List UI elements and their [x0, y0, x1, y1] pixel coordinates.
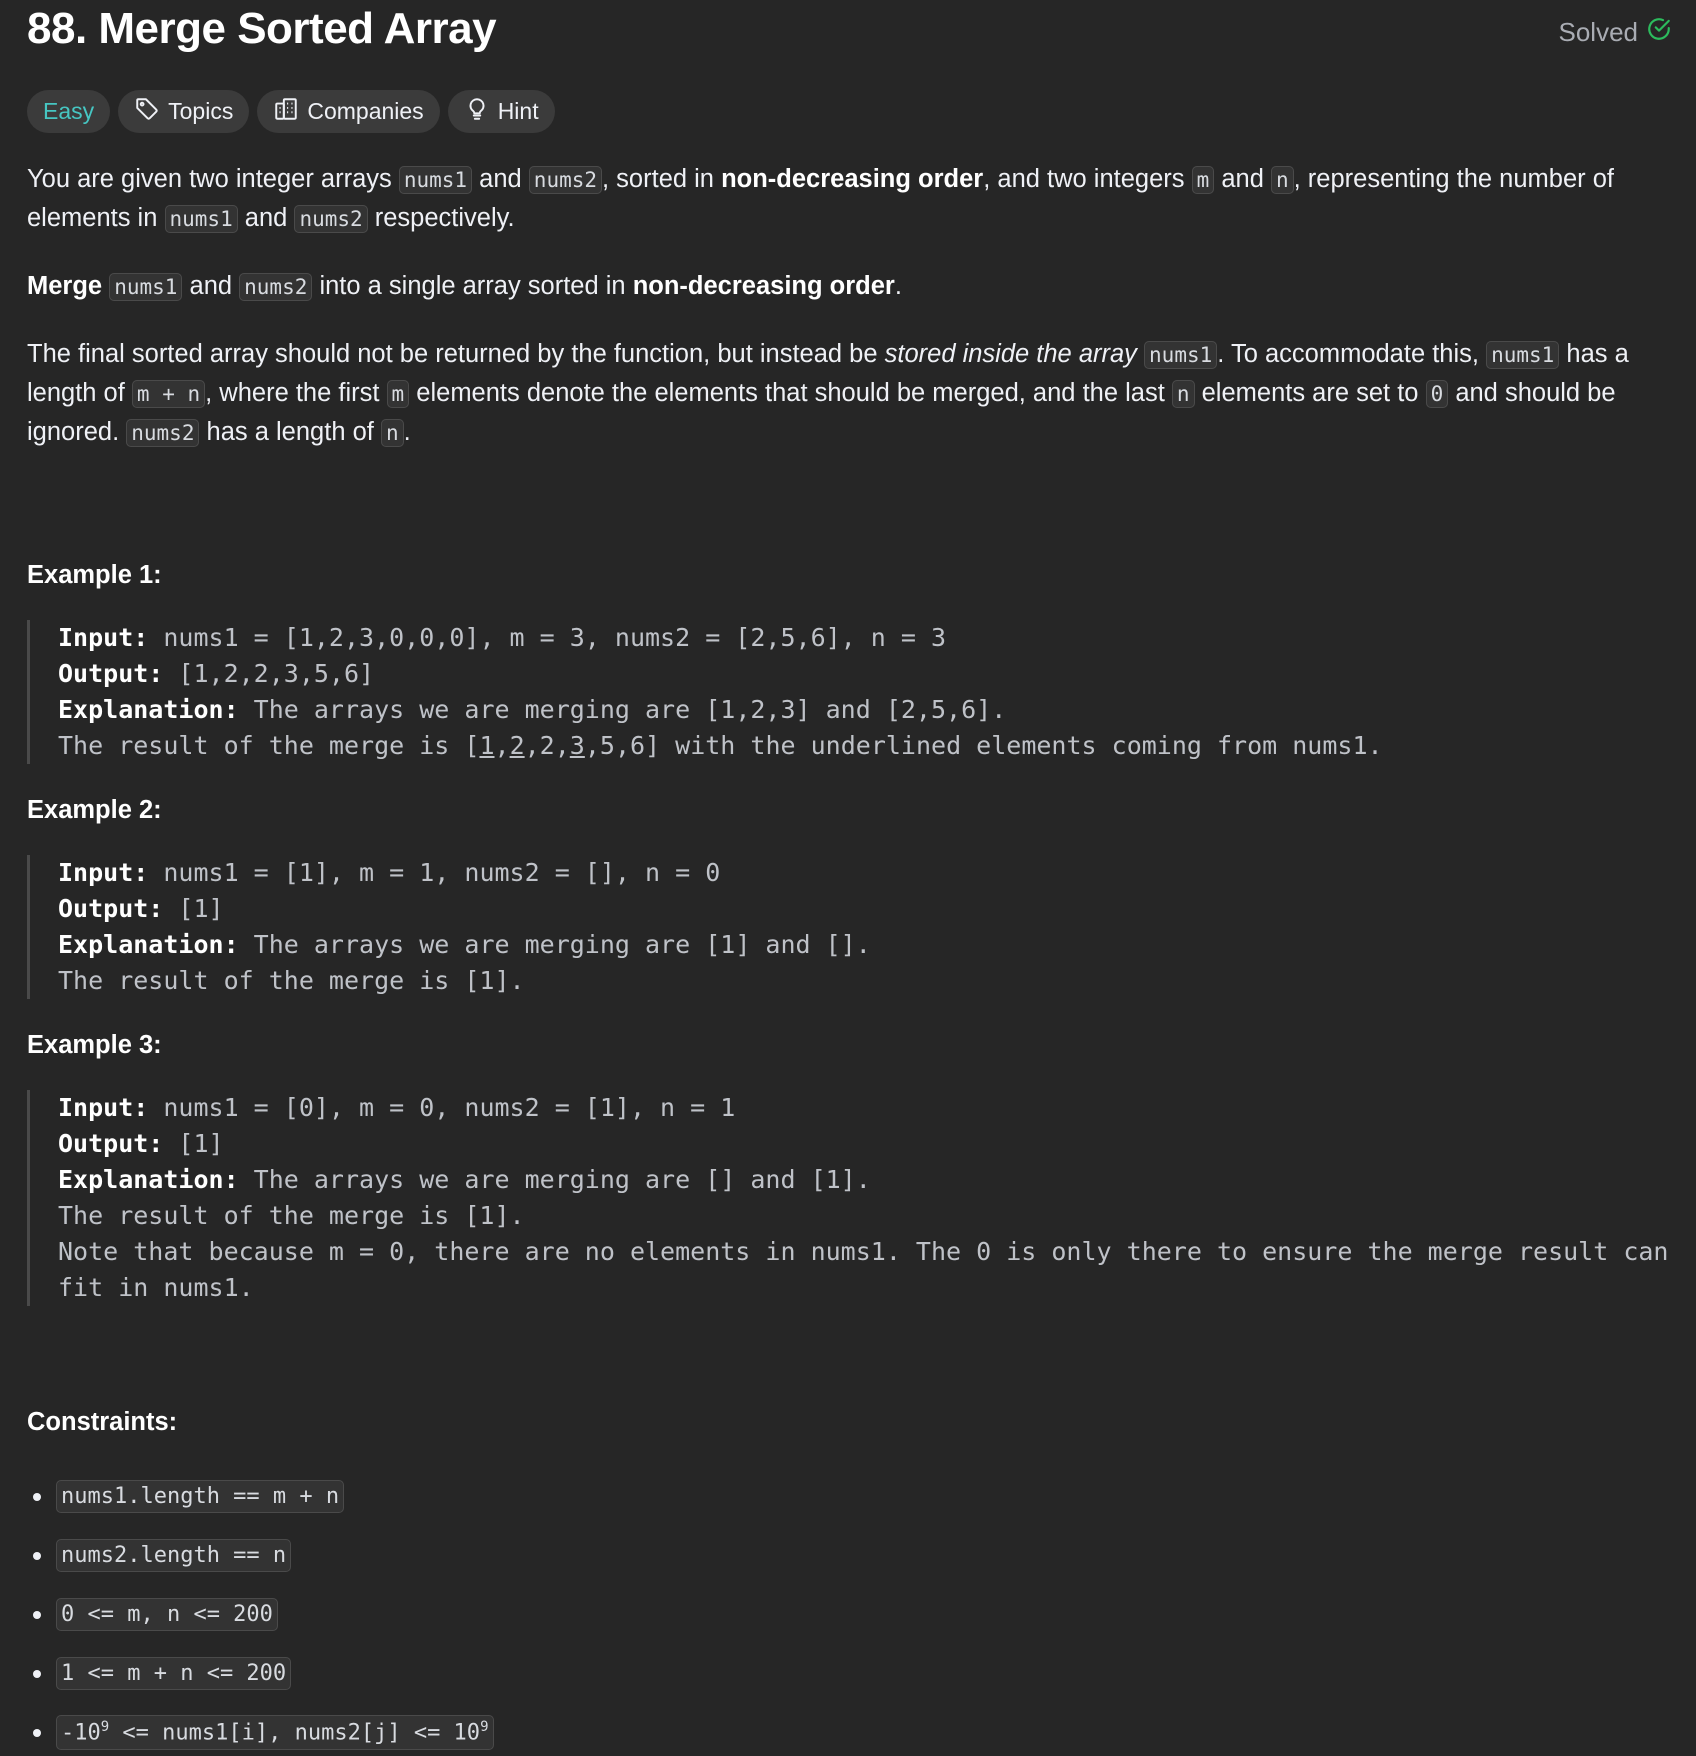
problem-description [27, 160, 1684, 1756]
explanation-label: Explanation: [58, 930, 239, 959]
example-block [27, 620, 1669, 764]
example-output-line [58, 656, 1669, 692]
constraint-item [27, 1467, 1669, 1526]
input-value: nums1 = [0], m = 0, nums2 = [1], n = 1 [148, 1093, 736, 1122]
constraint-item [27, 1703, 1669, 1756]
constraints-section [27, 1408, 1669, 1756]
companies-label: Companies [307, 98, 424, 124]
output-value: [1] [163, 1129, 224, 1158]
problem-title: 88. Merge Sorted Array [27, 4, 497, 53]
input-value: nums1 = [1], m = 1, nums2 = [], n = 0 [148, 858, 721, 887]
constraint-code: nums2.length == n [56, 1539, 291, 1572]
example-result-line [58, 728, 1669, 764]
example-output-line [58, 891, 1669, 927]
text [1137, 340, 1144, 368]
inline-code: nums1 [1144, 341, 1217, 369]
explanation-label: Explanation: [58, 695, 239, 724]
bold-text: non-decreasing order [721, 165, 984, 193]
hint-label: Hint [497, 98, 539, 124]
solved-label: Solved [1558, 17, 1638, 47]
explanation-value: The arrays we are merging are [] and [1]. [238, 1165, 871, 1194]
output-value: [1] [163, 894, 224, 923]
text: The final sorted array should not be returned by the function, but instead be [27, 340, 885, 368]
constraint-item [27, 1585, 1669, 1644]
constraints-list [27, 1467, 1669, 1756]
example-input-line [58, 1090, 1669, 1126]
topics-button[interactable] [118, 90, 249, 133]
example-title: Example 3: [27, 1031, 162, 1059]
problem-tags [27, 90, 555, 133]
example-note-line: Note that because m = 0, there are no elements in nums1. The 0 is only there to ensure the merge result can fit in nums1. [58, 1237, 1684, 1302]
example-1 [27, 561, 1669, 764]
text: The result of the merge is [ [58, 731, 480, 760]
text: elements are set to [1194, 379, 1426, 407]
constraint-code: 0 <= m, n <= 200 [56, 1598, 278, 1631]
constraint-code: nums1.length == m + n [56, 1480, 344, 1513]
solved-status [1559, 16, 1673, 49]
text: . To accommodate this, [1217, 340, 1487, 368]
example-input-line [58, 620, 1669, 656]
inline-code: m + n [132, 380, 205, 408]
inline-code: nums1 [1486, 341, 1559, 369]
output-value: [1,2,2,3,5,6] [163, 659, 375, 688]
constraint-code [56, 1715, 494, 1749]
spacer [27, 1338, 1669, 1408]
text: has a length of [199, 418, 381, 446]
example-3 [27, 1031, 1684, 1306]
inline-code: m [1192, 166, 1215, 194]
example-result-line: The result of the merge is [1]. [58, 966, 525, 995]
constraints-title: Constraints: [27, 1408, 178, 1436]
output-label: Output: [58, 659, 164, 688]
text: , where the first [205, 379, 387, 407]
description-paragraph-1 [27, 160, 1669, 238]
inline-code: nums2 [239, 273, 312, 301]
inline-code: n [381, 419, 404, 447]
text: , [494, 731, 510, 760]
topics-label: Topics [168, 98, 234, 124]
check-circle-icon [1646, 16, 1672, 49]
example-explanation-line [58, 927, 1669, 963]
input-label: Input: [58, 623, 149, 652]
text: . [403, 418, 411, 446]
inline-code: nums1 [109, 273, 182, 301]
text: and [472, 165, 529, 193]
bold-text: non-decreasing order [632, 272, 895, 300]
constraint-code: 1 <= m + n <= 200 [56, 1657, 291, 1690]
example-explanation-line [58, 1162, 1669, 1198]
text: , and two integers [983, 165, 1192, 193]
description-paragraph-3 [27, 335, 1669, 452]
italic-text: stored inside the array [884, 340, 1137, 368]
output-label: Output: [58, 894, 164, 923]
input-label: Input: [58, 1093, 149, 1122]
example-result-line: The result of the merge is [1]. [58, 1201, 525, 1230]
example-block [27, 855, 1669, 999]
text: , sorted in [602, 165, 722, 193]
superscript: 9 [100, 1719, 110, 1736]
building-icon [273, 96, 299, 128]
text: You are given two integer arrays [27, 165, 399, 193]
inline-code: m [387, 380, 410, 408]
inline-code: n [1172, 380, 1195, 408]
inline-code: n [1271, 166, 1294, 194]
difficulty-label: Easy [43, 98, 95, 124]
inline-code: nums2 [294, 205, 367, 233]
superscript: 9 [480, 1719, 489, 1736]
example-block [27, 1090, 1684, 1306]
underlined-element: 2 [509, 731, 525, 760]
inline-code: nums2 [126, 419, 199, 447]
example-output-line [58, 1126, 1669, 1162]
output-label: Output: [58, 1129, 164, 1158]
text: has a length of [27, 340, 1629, 407]
constraint-item [27, 1644, 1669, 1703]
difficulty-tag[interactable] [27, 90, 110, 133]
text: elements denote the elements that should be merged, and the last [409, 379, 1172, 407]
text: respectively. [367, 204, 515, 232]
description-paragraph-2 [27, 267, 1669, 306]
underlined-element: 3 [569, 731, 585, 760]
text: ,2, [524, 731, 570, 760]
hint-button[interactable] [448, 90, 555, 133]
text: ,5,6] with the underlined elements coming from nums1. [584, 731, 1383, 760]
text: and [237, 204, 295, 232]
explanation-value: The arrays we are merging are [1,2,3] and [2,5,6]. [238, 695, 1007, 724]
bold-text: Merge [27, 272, 103, 300]
example-input-line [58, 855, 1669, 891]
text: -10 [61, 1720, 101, 1746]
text: and [1214, 165, 1271, 193]
inline-code: 0 [1426, 380, 1449, 408]
companies-button[interactable] [257, 90, 439, 133]
constraint-item [27, 1526, 1669, 1585]
spacer [27, 481, 1669, 561]
text: and [182, 272, 240, 300]
text: <= nums1[i], nums2[j] <= 10 [109, 1720, 481, 1746]
example-2 [27, 796, 1669, 999]
lightbulb-icon [464, 96, 490, 128]
text: and should be ignored. [27, 379, 1616, 446]
example-title: Example 2: [27, 796, 162, 824]
example-explanation-line [58, 692, 1669, 728]
tag-icon [134, 96, 160, 128]
input-value: nums1 = [1,2,3,0,0,0], m = 3, nums2 = [2,5,6], n = 3 [148, 623, 947, 652]
inline-code: nums2 [529, 166, 602, 194]
inline-code: nums1 [399, 166, 472, 194]
explanation-label: Explanation: [58, 1165, 239, 1194]
inline-code: nums1 [165, 205, 238, 233]
example-title: Example 1: [27, 561, 162, 589]
text: into a single array sorted in [312, 272, 633, 300]
explanation-value: The arrays we are merging are [1] and []. [238, 930, 871, 959]
text: , representing the number of elements in [27, 165, 1614, 232]
input-label: Input: [58, 858, 149, 887]
text: . [894, 272, 902, 300]
underlined-element: 1 [479, 731, 495, 760]
